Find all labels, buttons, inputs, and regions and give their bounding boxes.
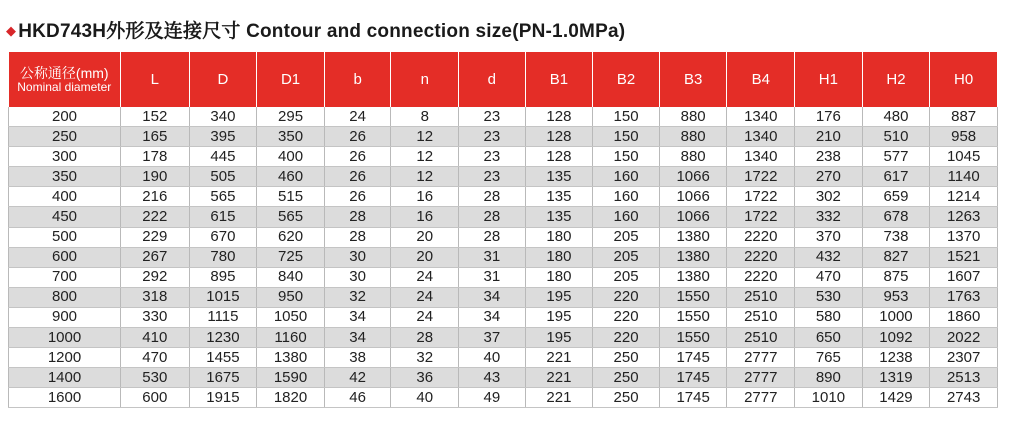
table-cell: 32 <box>391 348 459 368</box>
table-cell: 180 <box>525 227 593 247</box>
table-cell: 34 <box>459 307 526 327</box>
table-cell: 2743 <box>930 388 998 408</box>
table-cell: 2510 <box>727 328 795 348</box>
table-cell: 505 <box>189 167 257 187</box>
table-cell: 20 <box>391 227 459 247</box>
table-cell: 880 <box>659 127 727 147</box>
table-cell: 953 <box>862 287 930 307</box>
table-cell: 31 <box>459 247 526 267</box>
table-cell: 1380 <box>659 267 727 287</box>
table-cell: 221 <box>525 368 593 388</box>
table-cell: 34 <box>324 307 391 327</box>
table-row <box>9 328 998 348</box>
nominal-diameter-cell: 600 <box>9 247 121 267</box>
header-nominal-diameter-en: Nominal diameter <box>17 80 112 94</box>
table-cell: 1429 <box>862 388 930 408</box>
column-header: D <box>189 52 257 107</box>
table-cell: 250 <box>593 348 660 368</box>
table-cell: 1050 <box>257 307 325 327</box>
table-cell: 30 <box>324 267 391 287</box>
column-header: B2 <box>593 52 660 107</box>
table-cell: 1550 <box>659 307 727 327</box>
table-cell: 330 <box>121 307 190 327</box>
column-header: H1 <box>795 52 863 107</box>
nominal-diameter-cell: 1400 <box>9 368 121 388</box>
table-cell: 890 <box>795 368 863 388</box>
table-cell: 30 <box>324 247 391 267</box>
table-cell: 370 <box>795 227 863 247</box>
nominal-diameter-cell: 200 <box>9 107 121 127</box>
table-cell: 887 <box>930 107 998 127</box>
table-cell: 480 <box>862 107 930 127</box>
table-cell: 178 <box>121 147 190 167</box>
table-cell: 28 <box>324 207 391 227</box>
table-cell: 38 <box>324 348 391 368</box>
table-row <box>9 187 998 207</box>
table-cell: 880 <box>659 107 727 127</box>
column-header: H0 <box>930 52 998 107</box>
table-cell: 1722 <box>727 207 795 227</box>
table-cell: 565 <box>257 207 325 227</box>
table-row <box>9 287 998 307</box>
table-cell: 1115 <box>189 307 257 327</box>
table-cell: 1140 <box>930 167 998 187</box>
table-cell: 40 <box>459 348 526 368</box>
table-row <box>9 147 998 167</box>
table-cell: 318 <box>121 287 190 307</box>
table-cell: 895 <box>189 267 257 287</box>
table-cell: 195 <box>525 307 593 327</box>
column-header: B4 <box>727 52 795 107</box>
table-cell: 205 <box>593 267 660 287</box>
nominal-diameter-cell: 1200 <box>9 348 121 368</box>
table-cell: 222 <box>121 207 190 227</box>
page-title <box>6 16 625 43</box>
table-cell: 37 <box>459 328 526 348</box>
table-cell: 1010 <box>795 388 863 408</box>
table-cell: 221 <box>525 388 593 408</box>
table-cell: 12 <box>391 147 459 167</box>
table-cell: 180 <box>525 247 593 267</box>
nominal-diameter-cell: 400 <box>9 187 121 207</box>
table-cell: 1015 <box>189 287 257 307</box>
column-header: d <box>459 52 526 107</box>
table-cell: 292 <box>121 267 190 287</box>
table-cell: 410 <box>121 328 190 348</box>
table-cell: 150 <box>593 127 660 147</box>
table-cell: 780 <box>189 247 257 267</box>
table-cell: 880 <box>659 147 727 167</box>
table-cell: 2777 <box>727 348 795 368</box>
table-cell: 1455 <box>189 348 257 368</box>
table-cell: 1745 <box>659 388 727 408</box>
table-cell: 2022 <box>930 328 998 348</box>
table-cell: 34 <box>324 328 391 348</box>
table-cell: 180 <box>525 267 593 287</box>
table-cell: 1860 <box>930 307 998 327</box>
table-cell: 28 <box>391 328 459 348</box>
table-cell: 2220 <box>727 227 795 247</box>
table-cell: 1521 <box>930 247 998 267</box>
table-cell: 152 <box>121 107 190 127</box>
table-cell: 950 <box>257 287 325 307</box>
table-cell: 445 <box>189 147 257 167</box>
table-cell: 195 <box>525 287 593 307</box>
table-cell: 1066 <box>659 167 727 187</box>
table-cell: 620 <box>257 227 325 247</box>
table-cell: 28 <box>324 227 391 247</box>
table-cell: 1820 <box>257 388 325 408</box>
table-cell: 160 <box>593 187 660 207</box>
table-cell: 1380 <box>257 348 325 368</box>
table-cell: 270 <box>795 167 863 187</box>
table-cell: 1340 <box>727 147 795 167</box>
table-cell: 958 <box>930 127 998 147</box>
table-cell: 1380 <box>659 247 727 267</box>
table-cell: 2220 <box>727 267 795 287</box>
table-cell: 267 <box>121 247 190 267</box>
table-cell: 12 <box>391 127 459 147</box>
table-cell: 1550 <box>659 287 727 307</box>
column-header: L <box>121 52 190 107</box>
table-cell: 840 <box>257 267 325 287</box>
table-cell: 600 <box>121 388 190 408</box>
table-cell: 650 <box>795 328 863 348</box>
nominal-diameter-cell: 500 <box>9 227 121 247</box>
table-cell: 176 <box>795 107 863 127</box>
table-cell: 221 <box>525 348 593 368</box>
table-cell: 580 <box>795 307 863 327</box>
table-cell: 1000 <box>862 307 930 327</box>
nominal-diameter-cell: 1000 <box>9 328 121 348</box>
table-cell: 1607 <box>930 267 998 287</box>
table-cell: 165 <box>121 127 190 147</box>
table-cell: 28 <box>459 207 526 227</box>
table-cell: 16 <box>391 187 459 207</box>
table-cell: 128 <box>525 147 593 167</box>
table-cell: 43 <box>459 368 526 388</box>
table-cell: 20 <box>391 247 459 267</box>
table-cell: 24 <box>391 287 459 307</box>
table-cell: 725 <box>257 247 325 267</box>
table-cell: 24 <box>324 107 391 127</box>
table-cell: 615 <box>189 207 257 227</box>
table-cell: 49 <box>459 388 526 408</box>
table-cell: 827 <box>862 247 930 267</box>
table-cell: 659 <box>862 187 930 207</box>
table-cell: 1263 <box>930 207 998 227</box>
nominal-diameter-cell: 350 <box>9 167 121 187</box>
table-cell: 190 <box>121 167 190 187</box>
table-cell: 195 <box>525 328 593 348</box>
header-nominal-diameter <box>9 52 121 107</box>
table-cell: 1675 <box>189 368 257 388</box>
table-cell: 26 <box>324 127 391 147</box>
table-row <box>9 107 998 127</box>
table-cell: 229 <box>121 227 190 247</box>
nominal-diameter-cell: 700 <box>9 267 121 287</box>
table-cell: 400 <box>257 147 325 167</box>
table-cell: 1722 <box>727 167 795 187</box>
table-cell: 1214 <box>930 187 998 207</box>
table-cell: 40 <box>391 388 459 408</box>
table-row <box>9 167 998 187</box>
table-cell: 36 <box>391 368 459 388</box>
column-header: B1 <box>525 52 593 107</box>
table-cell: 515 <box>257 187 325 207</box>
table-cell: 1230 <box>189 328 257 348</box>
table-cell: 135 <box>525 187 593 207</box>
table-cell: 2510 <box>727 287 795 307</box>
table-row <box>9 127 998 147</box>
table-cell: 1590 <box>257 368 325 388</box>
table-cell: 250 <box>593 368 660 388</box>
table-cell: 42 <box>324 368 391 388</box>
table-cell: 2307 <box>930 348 998 368</box>
table-cell: 31 <box>459 267 526 287</box>
table-cell: 128 <box>525 127 593 147</box>
table-cell: 34 <box>459 287 526 307</box>
table-cell: 1370 <box>930 227 998 247</box>
table-cell: 2513 <box>930 368 998 388</box>
column-header: B3 <box>659 52 727 107</box>
table-cell: 577 <box>862 147 930 167</box>
table-cell: 8 <box>391 107 459 127</box>
table-cell: 23 <box>459 167 526 187</box>
table-cell: 26 <box>324 167 391 187</box>
table-cell: 23 <box>459 127 526 147</box>
table-cell: 460 <box>257 167 325 187</box>
nominal-diameter-cell: 300 <box>9 147 121 167</box>
dimension-table <box>8 52 998 408</box>
table-cell: 160 <box>593 207 660 227</box>
table-cell: 250 <box>593 388 660 408</box>
nominal-diameter-cell: 1600 <box>9 388 121 408</box>
title-text: HKD743H外形及连接尺寸 Contour and connection size(PN-1.0MPa) <box>18 21 626 42</box>
table-cell: 220 <box>593 287 660 307</box>
header-nominal-diameter-zh: 公称通径(mm) <box>19 65 109 81</box>
table-cell: 150 <box>593 147 660 167</box>
table-cell: 23 <box>459 147 526 167</box>
table-cell: 875 <box>862 267 930 287</box>
table-row <box>9 247 998 267</box>
table-cell: 205 <box>593 247 660 267</box>
table-cell: 26 <box>324 187 391 207</box>
table-cell: 470 <box>795 267 863 287</box>
table-cell: 28 <box>459 187 526 207</box>
table-cell: 1745 <box>659 368 727 388</box>
table-cell: 432 <box>795 247 863 267</box>
table-cell: 160 <box>593 167 660 187</box>
table-cell: 220 <box>593 307 660 327</box>
table-header-row <box>9 52 998 107</box>
table-cell: 1550 <box>659 328 727 348</box>
table-cell: 1045 <box>930 147 998 167</box>
table-cell: 1340 <box>727 127 795 147</box>
table-cell: 238 <box>795 147 863 167</box>
table-cell: 340 <box>189 107 257 127</box>
column-header: b <box>324 52 391 107</box>
nominal-diameter-cell: 800 <box>9 287 121 307</box>
nominal-diameter-cell: 250 <box>9 127 121 147</box>
table-cell: 2777 <box>727 368 795 388</box>
table-cell: 135 <box>525 167 593 187</box>
column-header: n <box>391 52 459 107</box>
table-cell: 12 <box>391 167 459 187</box>
table-cell: 678 <box>862 207 930 227</box>
table-cell: 765 <box>795 348 863 368</box>
table-cell: 1066 <box>659 207 727 227</box>
table-cell: 28 <box>459 227 526 247</box>
table-cell: 395 <box>189 127 257 147</box>
table-cell: 46 <box>324 388 391 408</box>
table-cell: 470 <box>121 348 190 368</box>
table-cell: 1915 <box>189 388 257 408</box>
table-cell: 16 <box>391 207 459 227</box>
table-cell: 1092 <box>862 328 930 348</box>
table-row <box>9 388 998 408</box>
table-cell: 1763 <box>930 287 998 307</box>
table-cell: 24 <box>391 307 459 327</box>
table-cell: 26 <box>324 147 391 167</box>
column-header: H2 <box>862 52 930 107</box>
table-cell: 1380 <box>659 227 727 247</box>
table-cell: 510 <box>862 127 930 147</box>
table-cell: 23 <box>459 107 526 127</box>
table-cell: 1722 <box>727 187 795 207</box>
table-cell: 1238 <box>862 348 930 368</box>
table-cell: 670 <box>189 227 257 247</box>
table-row <box>9 348 998 368</box>
table-cell: 24 <box>391 267 459 287</box>
table-cell: 216 <box>121 187 190 207</box>
diamond-bullet-icon: ◆ <box>6 23 17 38</box>
table-row <box>9 267 998 287</box>
table-cell: 302 <box>795 187 863 207</box>
table-cell: 128 <box>525 107 593 127</box>
table-cell: 332 <box>795 207 863 227</box>
table-cell: 205 <box>593 227 660 247</box>
table-cell: 530 <box>795 287 863 307</box>
table-cell: 738 <box>862 227 930 247</box>
table-cell: 2510 <box>727 307 795 327</box>
table-body <box>9 107 998 408</box>
table-row <box>9 207 998 227</box>
table-cell: 565 <box>189 187 257 207</box>
table-row <box>9 368 998 388</box>
table-cell: 2220 <box>727 247 795 267</box>
table-cell: 32 <box>324 287 391 307</box>
table-cell: 135 <box>525 207 593 227</box>
table-cell: 1160 <box>257 328 325 348</box>
table-cell: 150 <box>593 107 660 127</box>
table-cell: 210 <box>795 127 863 147</box>
table-cell: 1745 <box>659 348 727 368</box>
table-cell: 1319 <box>862 368 930 388</box>
table-cell: 617 <box>862 167 930 187</box>
table-cell: 350 <box>257 127 325 147</box>
table-cell: 530 <box>121 368 190 388</box>
table-cell: 1340 <box>727 107 795 127</box>
table-cell: 220 <box>593 328 660 348</box>
column-header: D1 <box>257 52 325 107</box>
table-cell: 2777 <box>727 388 795 408</box>
nominal-diameter-cell: 900 <box>9 307 121 327</box>
table-cell: 295 <box>257 107 325 127</box>
table-row <box>9 227 998 247</box>
table-row <box>9 307 998 327</box>
table-cell: 1066 <box>659 187 727 207</box>
nominal-diameter-cell: 450 <box>9 207 121 227</box>
